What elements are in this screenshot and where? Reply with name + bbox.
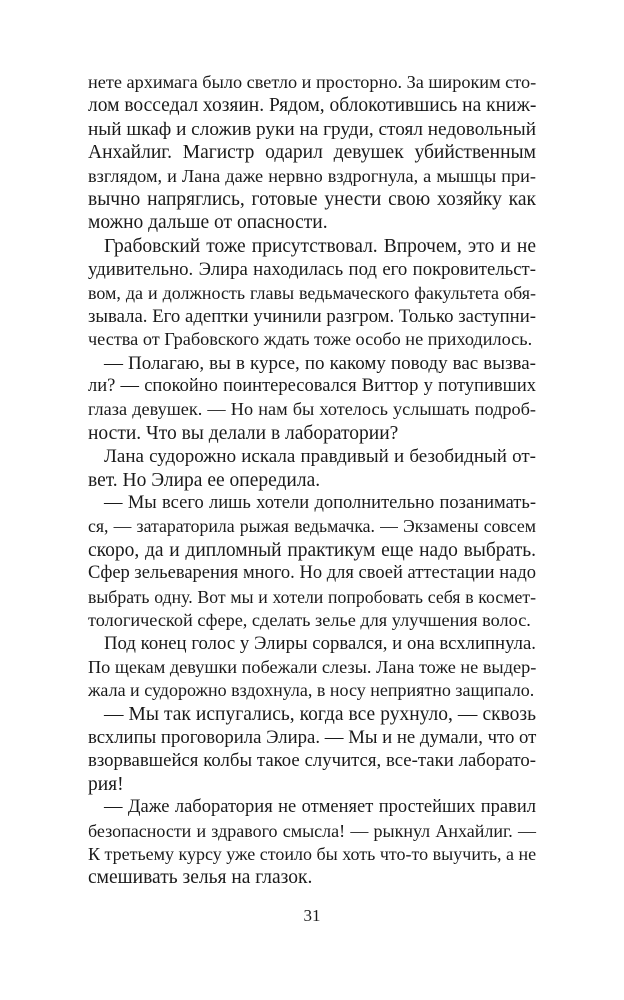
text-line: безопасности и здравого смысла! — рыкнул Анхайлиг. — <box>88 820 536 841</box>
text-line: Под конец голос у Элиры сорвался, и она всхлипнула. <box>104 633 536 655</box>
text-line: выбрать одну. Вот мы и хотели попробовать себя в космет- <box>88 586 536 607</box>
text-line: Сфер зельеварения много. Но для своей аттестации надо <box>88 563 536 584</box>
text-line: лом восседал хозяин. Рядом, облокотившись на книж- <box>88 95 537 117</box>
text-line: Анхайлиг. Магистр одарил девушек убийственным <box>88 142 536 164</box>
text-line: можно дальше от опасности. <box>88 212 328 234</box>
text-line: ности. Что вы делали в лаборатории? <box>88 422 399 444</box>
text-line: — Даже лаборатория не отменяет простейших правил <box>104 797 536 818</box>
page-number: 31 <box>303 906 321 925</box>
text-line: жала и судорожно вздохнула, в носу неприятно защипало. <box>88 680 535 701</box>
text-line: — Мы всего лишь хотели дополнительно позанимать- <box>104 493 536 514</box>
text-line: скоро, да и дипломный практикум еще надо выбрать. <box>88 539 536 561</box>
text-line: зывала. Его адептки учинили разгром. Только заступни- <box>88 305 536 327</box>
text-line: рия! <box>88 773 124 795</box>
text-line: чества от Грабовского ждать тоже особо не приходилось. <box>88 329 533 350</box>
text-line: глаза девушек. — Но нам бы хотелось услышать подроб- <box>88 399 536 420</box>
text-line: ся, — затараторила рыжая ведьмачка. — Экзамены совсем <box>88 516 536 537</box>
text-line: вет. Но Элира ее опередила. <box>88 469 321 491</box>
text-line: — Мы так испугались, когда все рухнуло, — сквозь <box>104 703 536 725</box>
text-line: удивительно. Элира находилась под его покровительст- <box>88 259 536 281</box>
text-line: Лана судорожно искала правдивый и безобидный от- <box>104 446 536 468</box>
text-line: вом, да и должность главы ведьмаческого факультета обя- <box>88 282 536 303</box>
body-text <box>88 71 536 890</box>
text-line: Грабовский тоже присутствовал. Впрочем, это и не <box>104 235 536 257</box>
text-line: тологической сфере, сделать зелье для улучшения волос. <box>88 609 531 630</box>
text-line: смешивать зелья на глазок. <box>88 867 313 889</box>
text-line: По щекам девушки побежали слезы. Лана тоже не выдер- <box>88 656 537 677</box>
text-line: К третьему курсу уже стоило бы хоть что-то выучить, а не <box>88 843 537 864</box>
text-line: взглядом, и Лана даже нервно вздрогнула, а мышцы при- <box>88 165 536 186</box>
text-line: взорвавшейся колбы такое случится, все-таки лаборато- <box>88 750 536 772</box>
text-line: всхлипы проговорила Элира. — Мы и не думали, что от <box>88 726 537 748</box>
text-line: ный шкаф и сложив руки на груди, стоял недовольный <box>88 118 536 140</box>
text-line: нете архимага было светло и просторно. За широким сто- <box>88 72 537 92</box>
text-line: ли? — спокойно поинтересовался Виттор у потупивших <box>88 376 536 397</box>
text-line: — Полагаю, вы в курсе, по какому поводу вас вызва- <box>104 352 536 374</box>
text-line: вычно напряглись, готовые унести свою хозяйку как <box>88 188 536 210</box>
